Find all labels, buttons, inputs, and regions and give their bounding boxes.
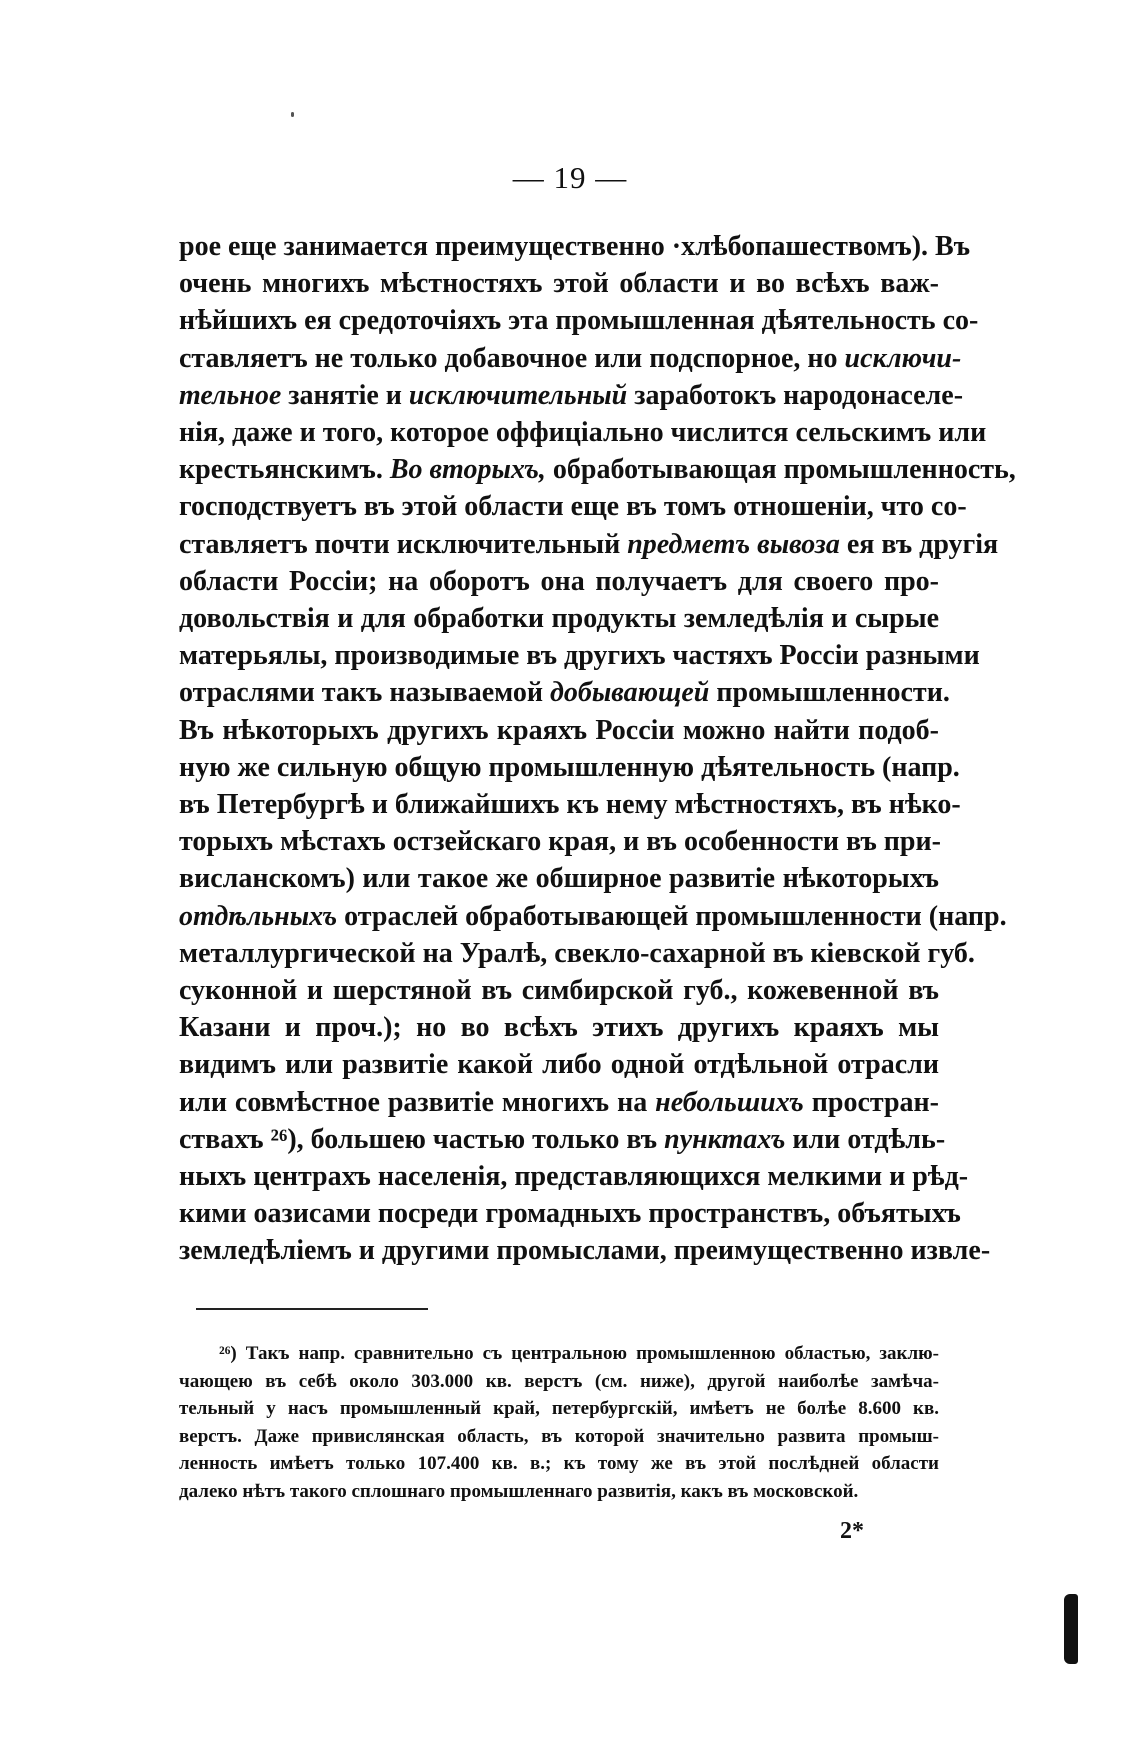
text-run: торыхъ мѣстахъ остзейскаго края, и въ особенности въ при- — [179, 826, 941, 858]
text-run: ныхъ центрахъ населенія, представляющихся мелкими и рѣд- — [179, 1161, 969, 1193]
italic-phrase: тельное — [179, 379, 282, 411]
body-line — [179, 228, 971, 265]
text-run: ную же сильную общую промышленную дѣятельность (напр. — [179, 751, 960, 783]
body-line — [179, 749, 960, 786]
text-run: господствуетъ въ этой области еще въ томъ отношеніи, что со- — [179, 491, 967, 523]
footnote-line: тельный у насъ промышленный край, петербургскій, имѣетъ не болѣе 8.600 кв. — [179, 1398, 939, 1419]
text-run: обработывающая промышленность, — [545, 454, 1016, 486]
text-run: области Россіи; на оборотъ она получаетъ для своего про- — [179, 565, 939, 597]
ink-speck — [291, 112, 294, 117]
footnote-line: ленность имѣетъ только 107.400 кв. в.; къ тому же въ этой послѣдней области — [179, 1453, 939, 1474]
italic-phrase: добывающей — [549, 677, 710, 709]
page-number: — 19 — — [512, 160, 628, 195]
text-run: или совмѣстное развитіе многихъ на — [179, 1086, 656, 1118]
body-line — [179, 600, 939, 637]
text-run: ствахъ ²⁶), большею частью только въ — [179, 1123, 665, 1155]
text-run: или отдѣль- — [785, 1123, 946, 1155]
footnote-line: верстъ. Даже привислянская область, въ которой значительно развита промыш- — [179, 1425, 939, 1447]
signature-mark: 2* — [840, 1518, 864, 1544]
footnote-line: далеко нѣтъ такого сплошнаго промышленнаго развитія, какъ въ московской. — [179, 1480, 859, 1502]
text-run: нѣйшихъ ея средоточіяхъ эта промышленная дѣятельность со- — [179, 305, 979, 337]
text-run: ея въ другія — [839, 528, 999, 560]
body-line — [179, 1232, 991, 1269]
text-run: отраслями такъ называемой — [179, 677, 550, 709]
body-line — [179, 488, 967, 525]
body-line — [179, 674, 950, 711]
text-run: видимъ или развитіе какой либо одной отдѣльной отрасли — [179, 1049, 939, 1081]
body-line — [179, 712, 939, 749]
body-line — [179, 302, 979, 339]
body-line — [179, 898, 1007, 935]
body-line — [179, 526, 999, 563]
text-run: ставляетъ не только добавочное или подспорное, но — [179, 342, 845, 374]
body-line — [179, 972, 939, 1009]
body-line — [179, 265, 939, 302]
body-line — [179, 1084, 939, 1121]
text-run: промышленности. — [709, 677, 950, 709]
body-line — [179, 1009, 939, 1046]
body-line — [179, 1046, 939, 1083]
body-line — [179, 860, 939, 897]
main-text-block — [179, 228, 1016, 1270]
text-run: земледѣліемъ и другими промыслами, преимущественно извле- — [179, 1235, 991, 1267]
text-run: крестьянскимъ. — [179, 454, 390, 486]
footnote-line: ²⁶) Такъ напр. сравнительно съ центральною промышленною областью, заклю- — [219, 1343, 939, 1364]
body-line — [179, 823, 939, 860]
body-line — [179, 1121, 946, 1158]
footnote-block — [179, 1340, 939, 1505]
text-run: очень многихъ мѣстностяхъ этой области и во всѣхъ важ- — [179, 268, 939, 300]
body-line — [179, 414, 987, 451]
footnote-separator — [196, 1308, 428, 1310]
body-line — [179, 1195, 961, 1232]
body-line — [179, 340, 962, 377]
text-run: отраслей обработывающей промышленности (напр. — [337, 900, 1007, 932]
text-run: металлургической на Уралѣ, свекло-сахарной въ кіевской губ. — [179, 937, 975, 969]
body-line — [179, 377, 964, 414]
body-line — [179, 935, 975, 972]
footnote-line: чающею въ себѣ около 303.000 кв. верстъ (см. ниже), другой наиболѣе замѣча- — [179, 1370, 939, 1392]
italic-phrase: пунктахъ — [664, 1123, 786, 1155]
text-run: нія, даже и того, которое оффиціально числится сельскимъ или — [179, 417, 987, 449]
italic-phrase: Во вторыхъ, — [389, 454, 546, 486]
page-edge-mark — [1064, 1594, 1078, 1664]
text-run: Казани и проч.); но во всѣхъ этихъ другихъ краяхъ мы — [179, 1012, 939, 1044]
italic-phrase: небольшихъ — [655, 1086, 804, 1118]
text-run: рое еще занимается преимущественно ·хлѣбопашествомъ). Въ — [179, 231, 971, 262]
body-line — [179, 1158, 969, 1195]
text-run: довольствія и для обработки продукты земледѣлія и сырые — [179, 603, 939, 635]
text-run: суконной и шерстяной въ симбирской губ., кожевенной въ — [179, 975, 939, 1007]
italic-phrase: предметъ вывоза — [627, 528, 840, 560]
body-line — [179, 786, 961, 823]
italic-phrase: исключительный — [408, 379, 628, 411]
text-run: въ Петербургѣ и ближайшихъ къ нему мѣстностяхъ, въ нѣко- — [179, 789, 961, 821]
body-line — [179, 637, 980, 674]
text-run: висланскомъ) или такое же обширное развитіе нѣкоторыхъ — [179, 863, 939, 895]
text-run: матерьялы, производимые въ другихъ частяхъ Россіи разными — [179, 640, 980, 672]
italic-phrase: исключи- — [844, 342, 962, 374]
text-run: занятіе и — [281, 379, 409, 411]
body-line — [179, 563, 939, 600]
body-line — [179, 451, 1016, 488]
text-run: заработокъ народонаселе- — [627, 379, 964, 411]
italic-phrase: отдѣльныхъ — [179, 900, 338, 932]
text-run: кими оазисами посреди громадныхъ пространствъ, объятыхъ — [179, 1198, 961, 1230]
text-run: Въ нѣкоторыхъ другихъ краяхъ Россіи можно найти подоб- — [179, 714, 939, 746]
text-run: ставляетъ почти исключительный — [179, 528, 628, 560]
text-run: простран- — [803, 1086, 939, 1118]
